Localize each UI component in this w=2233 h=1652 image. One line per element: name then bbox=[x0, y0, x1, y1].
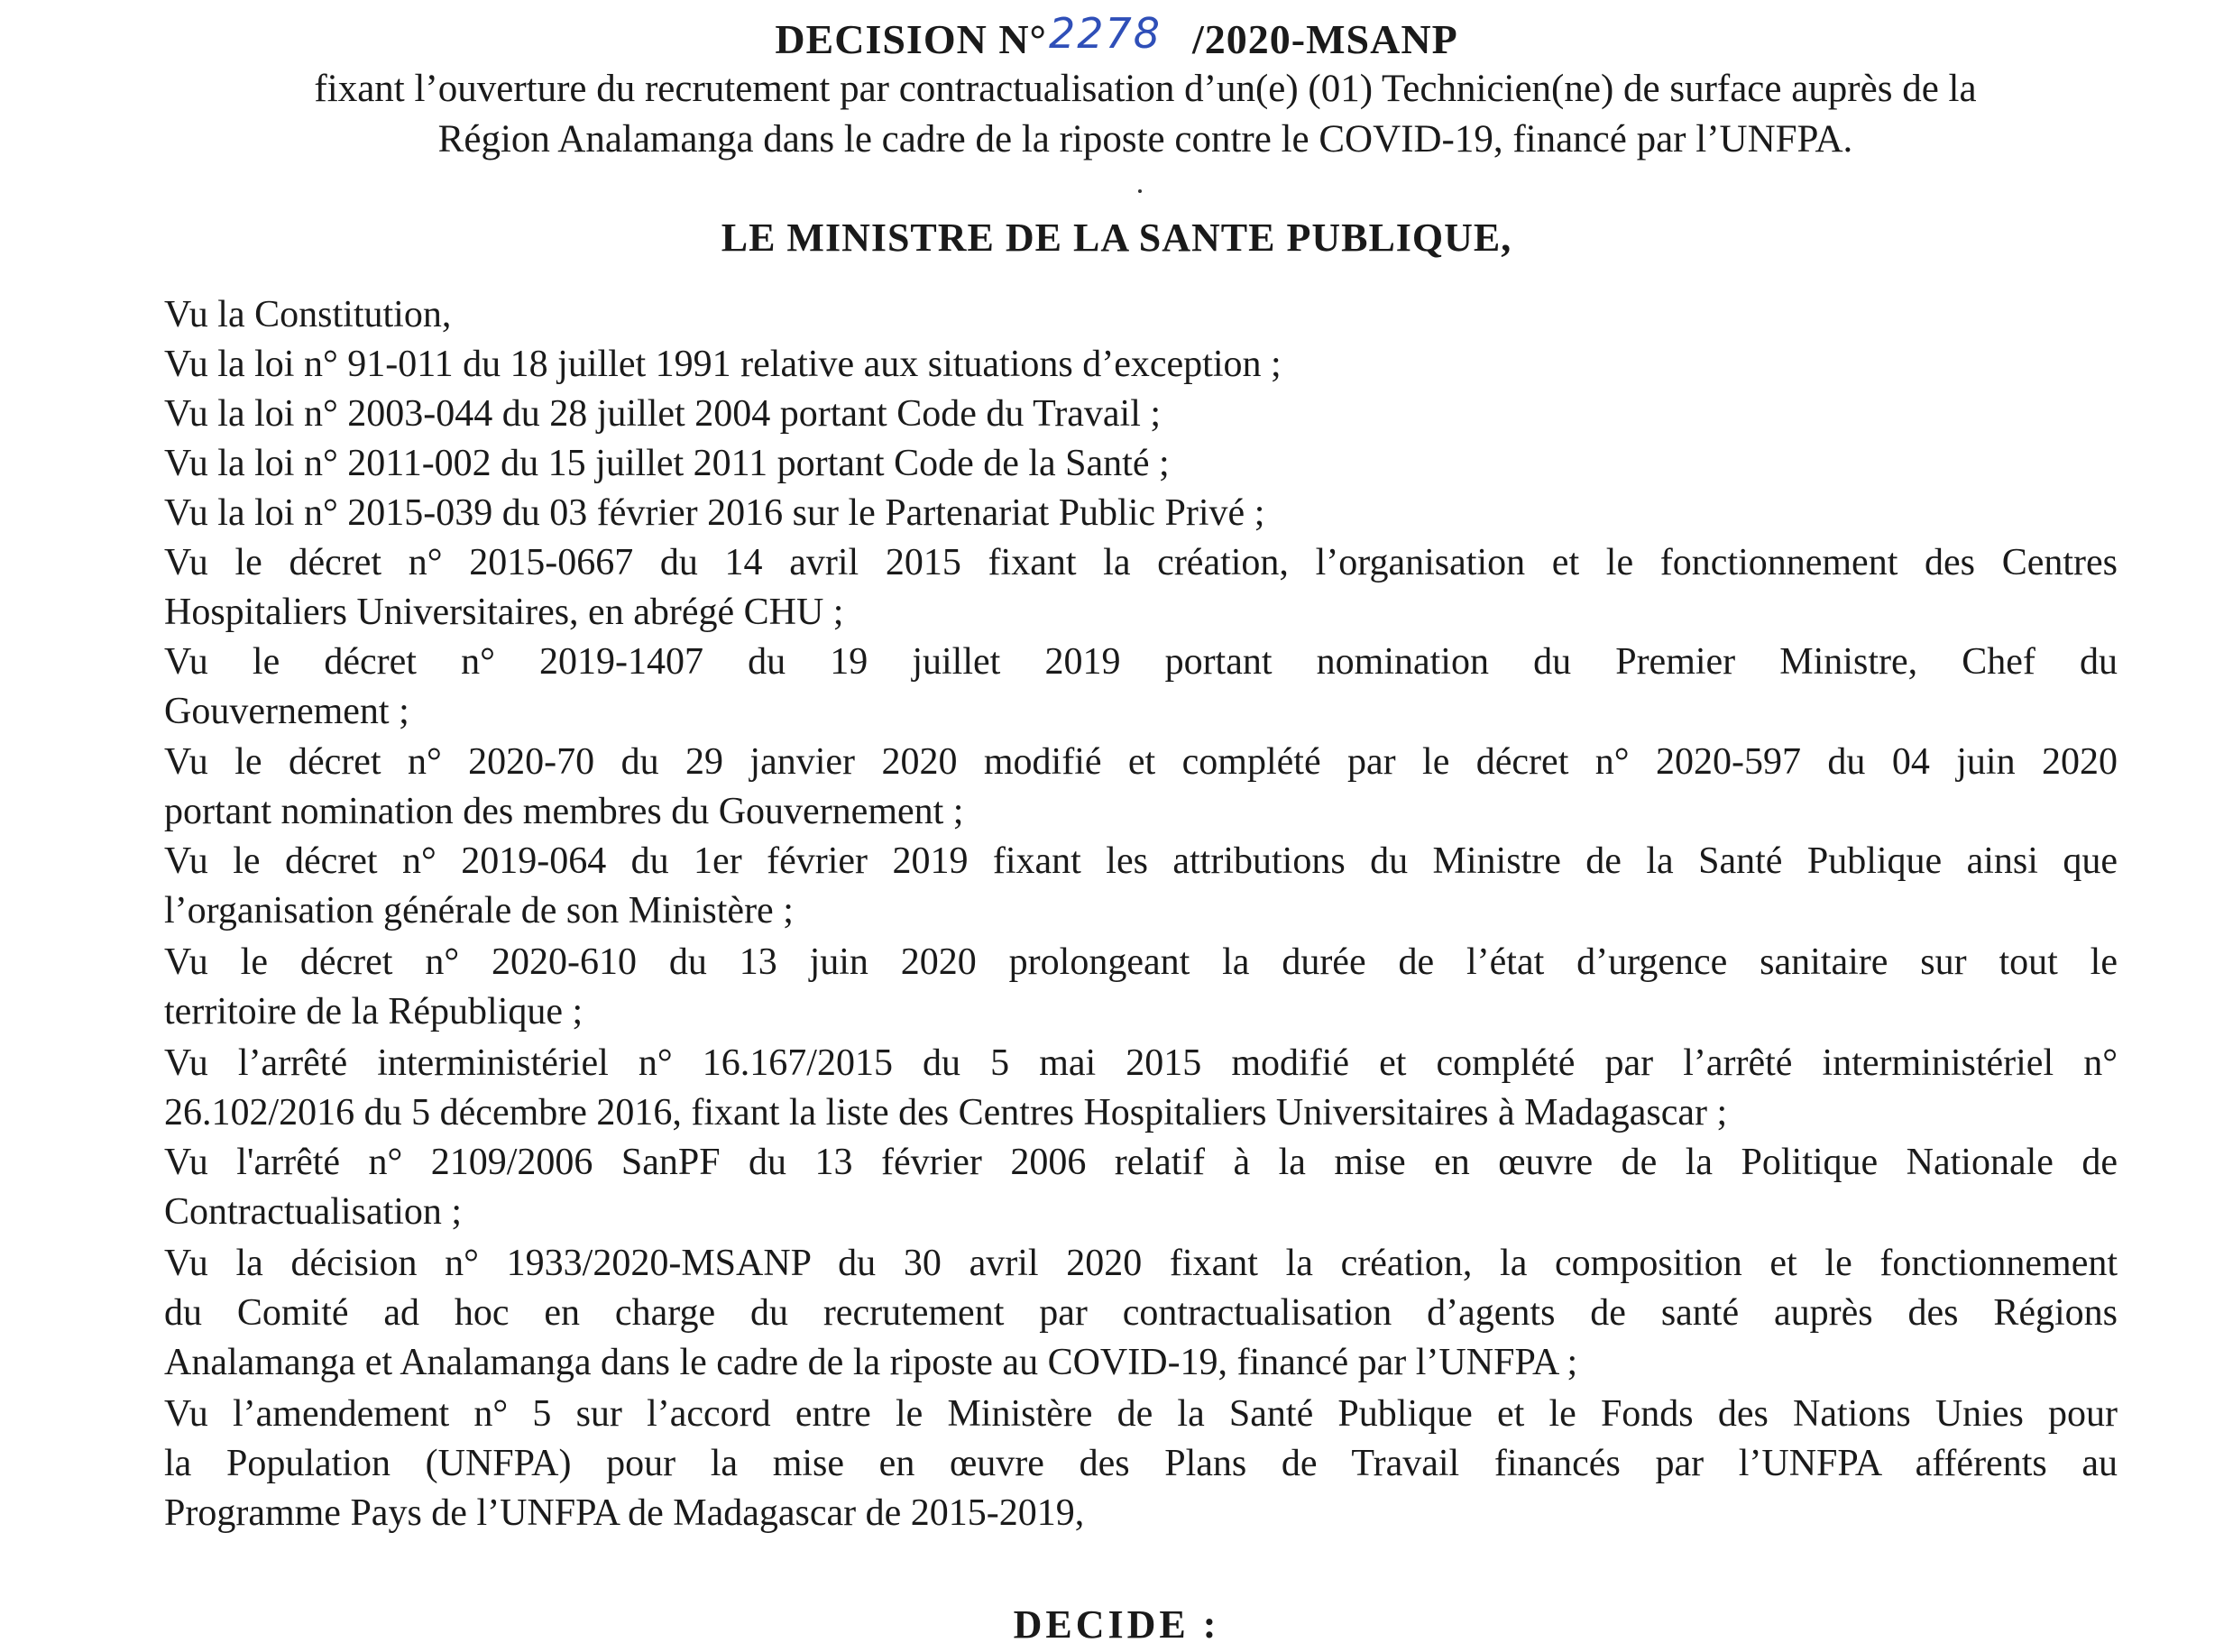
vu-line: Vu le décret n° 2020-610 du 13 juin 2020 prolongeant la durée de l’état d’urgence sanitaire sur tout le bbox=[164, 941, 2118, 983]
vu-line: Vu la loi n° 2003-044 du 28 juillet 2004 portant Code du Travail ; bbox=[164, 393, 1162, 435]
vu-line: Vu la loi n° 2015-039 du 03 février 2016 sur le Partenariat Public Privé ; bbox=[164, 492, 1265, 534]
vu-line: Vu la loi n° 91-011 du 18 juillet 1991 relative aux situations d’exception ; bbox=[164, 344, 1282, 385]
subtitle-line: fixant l’ouverture du recrutement par contractualisation d’un(e) (01) Technicien(ne) de surface auprès de la bbox=[314, 68, 1977, 110]
title-suffix: /2020-MSANP bbox=[1192, 16, 1458, 62]
vu-line: Vu la décision n° 1933/2020-MSANP du 30 avril 2020 fixant la création, la composition et le fonctionnement bbox=[164, 1243, 2118, 1284]
vu-line: Vu l’amendement n° 5 sur l’accord entre le Ministère de la Santé Publique et le Fonds des Nations Unies pour bbox=[164, 1393, 2118, 1435]
vu-line: portant nomination des membres du Gouvernement ; bbox=[164, 791, 964, 832]
vu-line: Vu l'arrêté n° 2109/2006 SanPF du 13 février 2006 relatif à la mise en œuvre de la Politique Nationale de bbox=[164, 1142, 2118, 1183]
title-prefix: DECISION N° bbox=[775, 16, 1047, 62]
decide-heading: DECIDE : bbox=[1013, 1602, 1220, 1647]
scan-dot bbox=[1138, 189, 1142, 193]
handwritten-decision-number: 2278 bbox=[1048, 9, 1162, 58]
vu-line: Vu le décret n° 2015-0667 du 14 avril 2015 fixant la création, l’organisation et le fonctionnement des Centres bbox=[164, 542, 2118, 583]
vu-line: territoire de la République ; bbox=[164, 991, 584, 1032]
vu-line: Analamanga et Analamanga dans le cadre de la riposte au COVID-19, financé par l’UNFPA ; bbox=[164, 1342, 1578, 1383]
vu-line: du Comité ad hoc en charge du recrutement par contractualisation d’agents de santé auprès des Régions bbox=[164, 1292, 2118, 1334]
subtitle-line: Région Analamanga dans le cadre de la riposte contre le COVID-19, financé par l’UNFPA. bbox=[437, 118, 1853, 161]
vu-line: la Population (UNFPA) pour la mise en œuvre des Plans de Travail financés par l’UNFPA afférents au bbox=[164, 1443, 2118, 1484]
vu-line: Vu le décret n° 2019-064 du 1er février 2019 fixant les attributions du Ministre de la Santé Publique ainsi que bbox=[164, 840, 2118, 882]
decision-title bbox=[0, 7, 2233, 71]
vu-line: l’organisation générale de son Ministère ; bbox=[164, 890, 794, 932]
vu-line: Programme Pays de l’UNFPA de Madagascar de 2015-2019, bbox=[164, 1492, 1085, 1534]
vu-line: Vu l’arrêté interministériel n° 16.167/2015 du 5 mai 2015 modifié et complété par l’arrêté interministériel n° bbox=[164, 1042, 2118, 1084]
vu-line: Vu la loi n° 2011-002 du 15 juillet 2011 portant Code de la Santé ; bbox=[164, 443, 1170, 484]
minister-heading: LE MINISTRE DE LA SANTE PUBLIQUE, bbox=[721, 216, 1512, 260]
vu-line: Gouvernement ; bbox=[164, 691, 409, 732]
vu-line: Hospitaliers Universitaires, en abrégé CHU ; bbox=[164, 592, 844, 633]
vu-line: Vu le décret n° 2019-1407 du 19 juillet 2019 portant nomination du Premier Ministre, Chef du bbox=[164, 641, 2118, 683]
vu-line: Vu le décret n° 2020-70 du 29 janvier 2020 modifié et complété par le décret n° 2020-597 du 04 juin 2020 bbox=[164, 741, 2118, 783]
vu-line: Contractualisation ; bbox=[164, 1191, 463, 1233]
vu-line: Vu la Constitution, bbox=[164, 294, 452, 335]
vu-line: 26.102/2016 du 5 décembre 2016, fixant la liste des Centres Hospitaliers Universitaires à Madagascar ; bbox=[164, 1092, 1728, 1133]
